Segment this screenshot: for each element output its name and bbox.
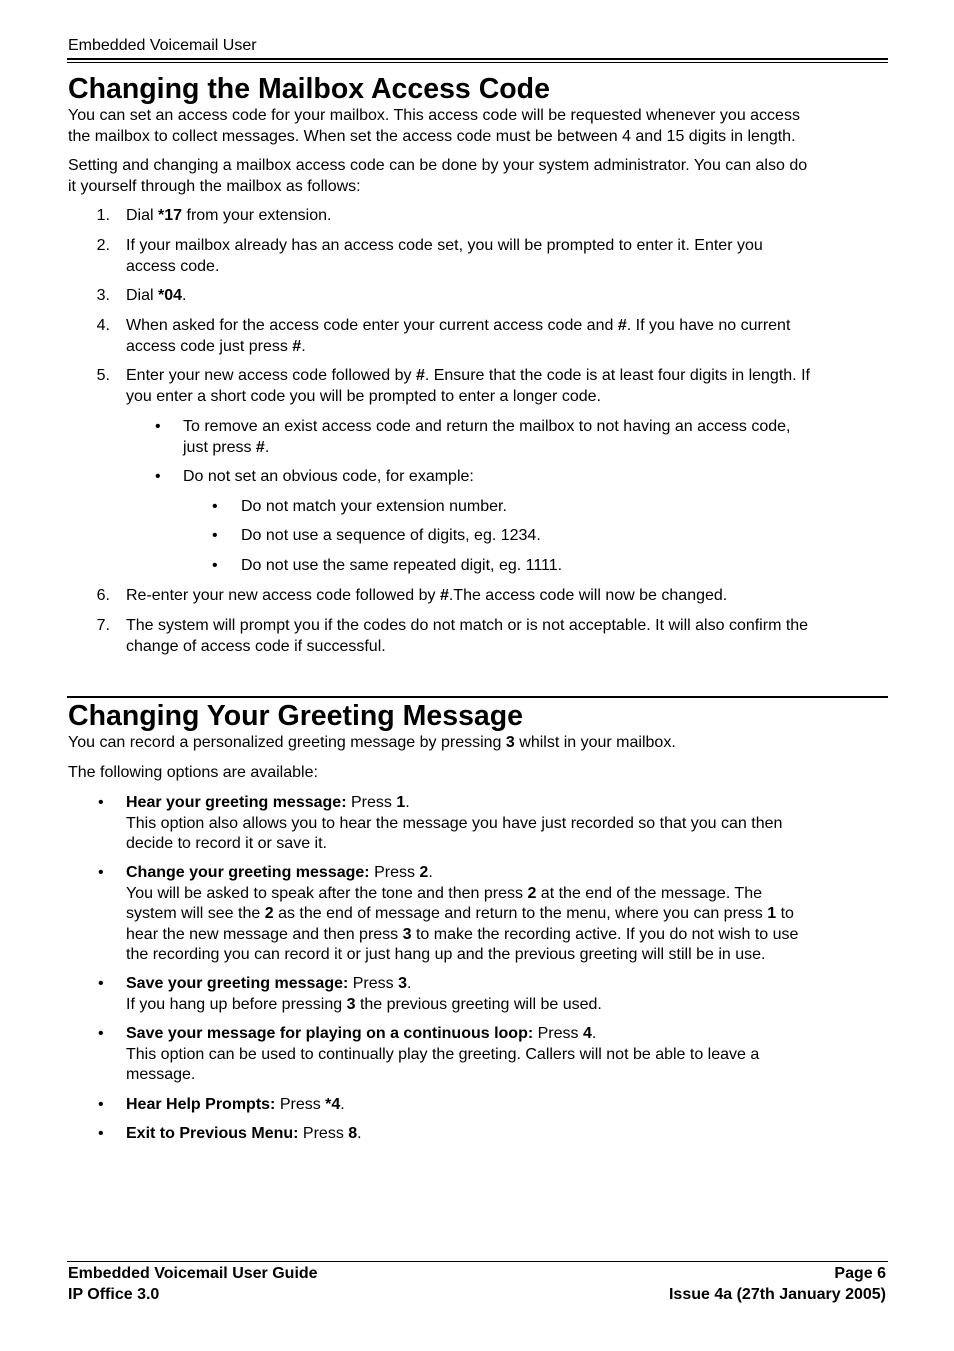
step-text: . If you have no current	[626, 317, 791, 334]
option-key: 2	[264, 905, 274, 922]
option-detail: the previous greeting will be used.	[355, 995, 602, 1013]
greeting-intro-key: 3	[505, 734, 515, 751]
running-header: Embedded Voicemail User	[68, 37, 257, 54]
step-key: *04	[158, 287, 183, 304]
step-key: *17	[158, 207, 183, 224]
intro-2-line-2: it yourself through the mailbox as follows:	[68, 177, 361, 195]
option-text: .	[407, 975, 412, 992]
bullet-icon: •	[98, 1025, 104, 1042]
step-text: you enter a short code you will be prompted to enter a longer code.	[126, 387, 601, 405]
option-text: Press	[348, 975, 399, 992]
step-text: access code.	[126, 257, 220, 275]
step-number: 4.	[96, 317, 110, 334]
option-key: 3	[402, 925, 412, 943]
option-text: Press	[275, 1096, 326, 1113]
sub-bullet-text: .	[264, 438, 270, 456]
option-label: Exit to Previous Menu:	[126, 1125, 299, 1142]
option-text: .	[357, 1125, 362, 1142]
footer-issue: Issue 4a (27th January 2005)	[668, 1286, 886, 1303]
option-label: Hear your greeting message:	[126, 794, 347, 811]
option-hear-greeting	[126, 793, 782, 855]
option-detail: as the end of message and return to the menu, where you can press	[273, 905, 768, 922]
option-detail: to make the recording active. If you do not wish to use	[411, 925, 799, 943]
option-detail: message.	[126, 1066, 196, 1083]
step-key: #	[617, 317, 627, 334]
step-text: Dial	[126, 287, 159, 304]
step-number: 7.	[96, 617, 110, 634]
option-key: 4	[582, 1025, 592, 1042]
option-key: 2	[419, 864, 429, 881]
option-key: 2	[527, 884, 537, 902]
step-text: .The access code will now be changed.	[448, 587, 728, 604]
option-key: 1	[396, 794, 406, 811]
step-number: 2.	[96, 237, 110, 254]
footer-rule	[67, 1261, 888, 1262]
option-text: .	[428, 864, 433, 881]
step-text: If your mailbox already has an access code set, you will be prompted to enter it. Enter you	[126, 237, 763, 254]
option-text: Press	[533, 1025, 583, 1042]
option-detail: decide to record it or save it.	[126, 835, 327, 852]
intro-paragraph-1	[68, 106, 888, 147]
section-rule	[67, 696, 888, 698]
option-detail: the recording you can record it or just hang up and the previous greeting will still be in use.	[126, 946, 766, 963]
option-text: .	[340, 1096, 345, 1113]
nested-bullet-1: Do not match your extension number.	[241, 498, 507, 515]
step-key: #	[292, 337, 302, 355]
step-text: Enter your new access code followed by	[126, 367, 416, 384]
step-text: Re-enter your new access code followed by	[126, 587, 440, 604]
option-exit-menu	[126, 1124, 362, 1145]
step-number: 3.	[96, 287, 110, 304]
step-text: from your extension.	[182, 207, 332, 224]
option-change-greeting	[126, 863, 798, 966]
section-title-greeting: Changing Your Greeting Message	[68, 700, 524, 732]
sub-bullet-remove	[183, 417, 790, 458]
intro-1-line-2: the mailbox to collect messages. When set the access code must be between 4 and 15 digits in length.	[68, 127, 796, 145]
step-key: #	[439, 587, 449, 604]
option-text: Press	[346, 794, 397, 811]
option-label: Change your greeting message:	[126, 864, 370, 881]
bullet-icon: •	[98, 1125, 104, 1142]
bullet-icon: •	[155, 418, 161, 435]
bullet-icon: •	[98, 794, 104, 811]
greeting-intro-2: The following options are available:	[68, 764, 318, 781]
step-number: 1.	[96, 207, 110, 224]
bullet-icon: •	[98, 1096, 104, 1113]
greeting-intro	[68, 733, 888, 754]
step-number: 6.	[96, 587, 110, 604]
intro-paragraph-2	[68, 156, 888, 197]
option-detail: This option also allows you to hear the message you have just recorded so that you can then	[126, 814, 783, 832]
option-key: 3	[346, 995, 356, 1013]
header-rule	[67, 58, 888, 63]
bullet-icon: •	[98, 975, 104, 992]
option-label: Hear Help Prompts:	[126, 1096, 276, 1113]
greeting-intro-text: You can record a personalized greeting message by pressing	[68, 734, 506, 751]
option-loop-greeting	[126, 1024, 759, 1086]
sub-bullet-text: To remove an exist access code and return the mailbox to not having an access code,	[183, 418, 791, 435]
sub-bullet-text: just press	[183, 438, 256, 456]
option-detail: hear the new message and then press	[126, 925, 403, 943]
step-text: .	[301, 337, 306, 355]
option-key: 1	[767, 905, 777, 922]
bullet-icon: •	[212, 557, 218, 574]
option-detail: You will be asked to speak after the tone and then press	[126, 884, 528, 902]
nested-bullet-2: Do not use a sequence of digits, eg. 1234.	[241, 527, 541, 544]
option-text: Press	[369, 864, 420, 881]
option-detail: system will see the	[126, 905, 265, 922]
step-text: The system will prompt you if the codes do not match or is not acceptable. It will also confirm the	[126, 617, 809, 634]
bullet-icon: •	[98, 864, 104, 881]
bullet-icon: •	[155, 468, 161, 485]
step-text: change of access code if successful.	[126, 637, 386, 655]
intro-1-line-1: You can set an access code for your mailbox. This access code will be requested whenever you access	[68, 107, 800, 124]
option-key: 3	[398, 975, 408, 992]
section-title-access-code: Changing the Mailbox Access Code	[68, 73, 550, 105]
option-detail: to	[776, 905, 794, 922]
footer-page-number: Page 6	[834, 1265, 886, 1282]
option-detail: This option can be used to continually play the greeting. Callers will not be able to leave a	[126, 1045, 760, 1063]
footer-product: IP Office 3.0	[68, 1286, 160, 1303]
option-label: Save your greeting message:	[126, 975, 349, 992]
footer-guide-title: Embedded Voicemail User Guide	[68, 1265, 318, 1282]
bullet-icon: •	[212, 498, 218, 515]
sub-bullet-key: #	[255, 438, 265, 456]
greeting-intro-text: whilst in your mailbox.	[514, 734, 676, 751]
option-key: *4	[325, 1096, 341, 1113]
option-text: Press	[298, 1125, 349, 1142]
option-text: .	[405, 794, 410, 811]
step-text: When asked for the access code enter your current access code and	[126, 317, 618, 334]
step-text: .	[182, 287, 187, 304]
step-text: . Ensure that the code is at least four digits in length. If	[424, 367, 810, 384]
option-detail: If you hang up before pressing	[126, 995, 347, 1013]
option-label: Save your message for playing on a continuous loop:	[126, 1025, 534, 1042]
option-key: 8	[348, 1125, 358, 1142]
option-save-greeting	[126, 974, 602, 1015]
option-help-prompts	[126, 1095, 345, 1116]
sub-bullet-obvious: Do not set an obvious code, for example:	[183, 468, 474, 485]
nested-bullet-3: Do not use the same repeated digit, eg. 1111.	[241, 557, 563, 574]
step-text: access code just press	[126, 337, 293, 355]
step-text: Dial	[126, 207, 159, 224]
step-key: #	[415, 367, 425, 384]
option-detail: at the end of the message. The	[536, 884, 762, 902]
option-text: .	[591, 1025, 597, 1042]
intro-2-line-1: Setting and changing a mailbox access code can be done by your system administrator. You can also do	[68, 157, 808, 174]
step-number: 5.	[96, 367, 110, 384]
bullet-icon: •	[212, 527, 218, 544]
